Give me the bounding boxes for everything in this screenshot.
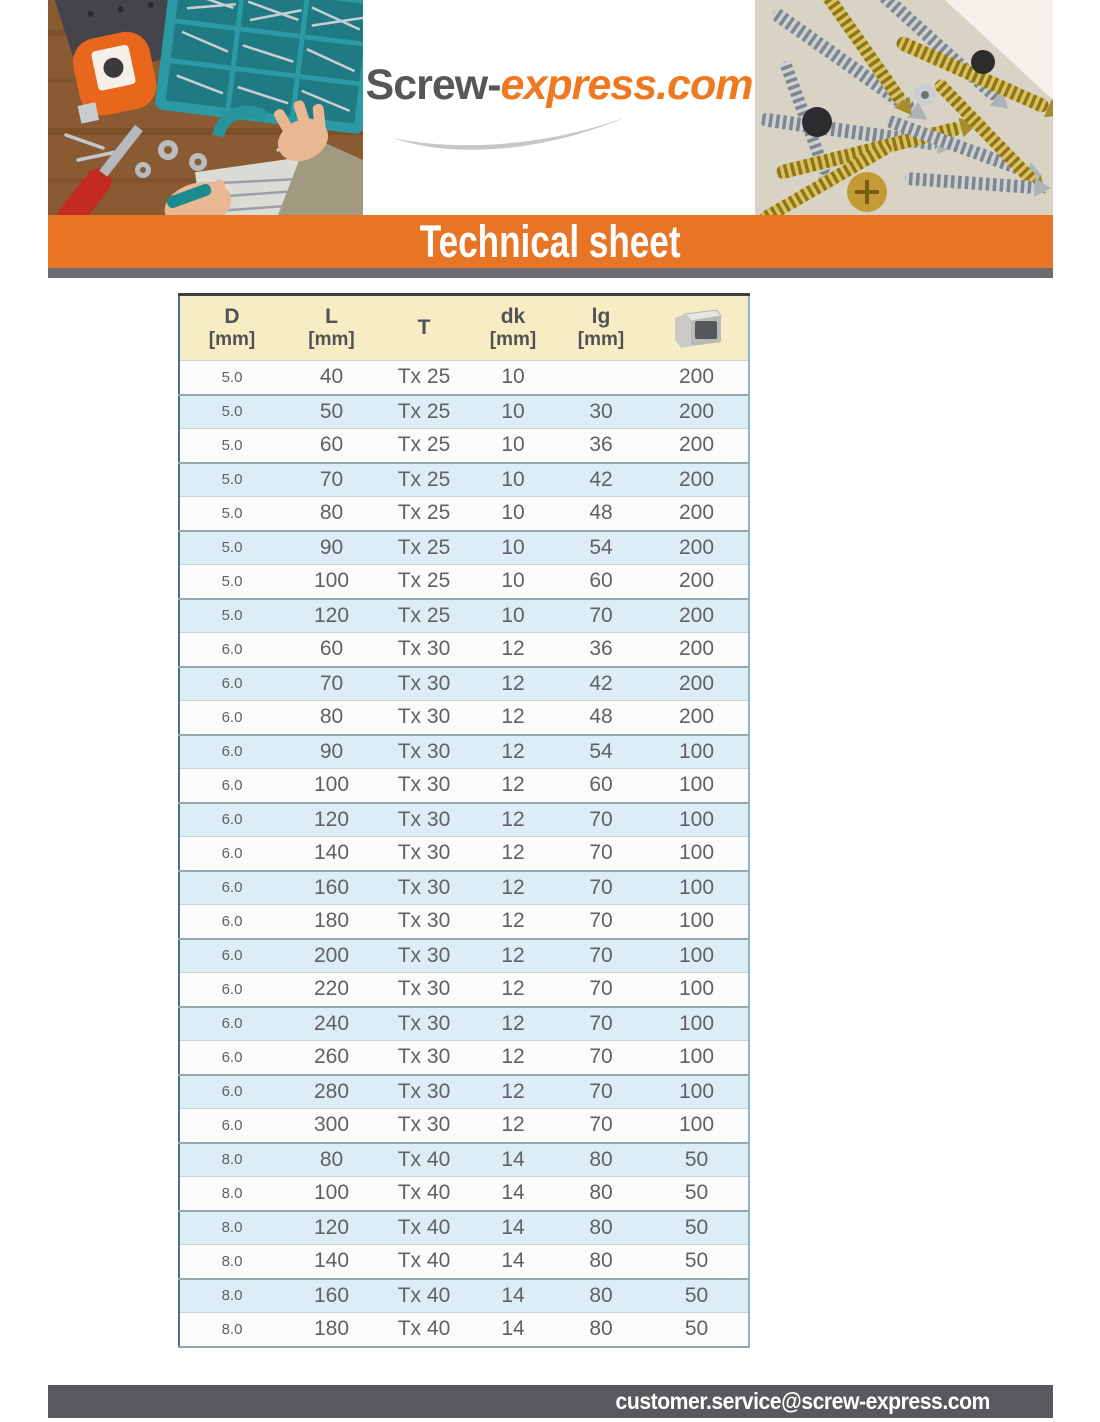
table-row [179, 429, 749, 463]
table-row [179, 599, 749, 633]
cell-l: 200 [284, 939, 379, 973]
cell-l: 100 [284, 769, 379, 803]
cell-dk: 12 [469, 973, 557, 1007]
column-header-dk: dk [mm] [469, 295, 557, 361]
cell-t: Tx 30 [379, 1109, 469, 1143]
cell-d: 6.0 [179, 1007, 284, 1041]
cell-l: 80 [284, 1143, 379, 1177]
cell-l: 80 [284, 701, 379, 735]
cell-d: 8.0 [179, 1279, 284, 1313]
logo [363, 0, 755, 215]
cell-dk: 14 [469, 1245, 557, 1279]
cell-t: Tx 30 [379, 803, 469, 837]
cell-dk: 10 [469, 463, 557, 497]
table-row [179, 1007, 749, 1041]
table-row [179, 1143, 749, 1177]
cell-qty: 200 [645, 361, 749, 395]
cell-l: 120 [284, 1211, 379, 1245]
cell-qty: 100 [645, 939, 749, 973]
cell-dk: 12 [469, 803, 557, 837]
cell-t: Tx 40 [379, 1245, 469, 1279]
header-banner [48, 0, 1053, 215]
table-row [179, 497, 749, 531]
table-row [179, 769, 749, 803]
cell-lg: 54 [557, 735, 645, 769]
cell-l: 100 [284, 565, 379, 599]
spec-table-wrap [178, 293, 748, 1348]
cell-dk: 12 [469, 1007, 557, 1041]
cell-lg: 36 [557, 429, 645, 463]
cell-qty: 50 [645, 1211, 749, 1245]
cell-dk: 12 [469, 701, 557, 735]
cell-lg: 70 [557, 939, 645, 973]
cell-qty: 50 [645, 1143, 749, 1177]
cell-dk: 12 [469, 769, 557, 803]
cell-lg: 48 [557, 701, 645, 735]
cell-d: 6.0 [179, 667, 284, 701]
spec-table [178, 293, 750, 1348]
cell-lg: 42 [557, 667, 645, 701]
table-row [179, 803, 749, 837]
cell-lg: 80 [557, 1313, 645, 1347]
workbench-photo-illustration [48, 0, 363, 215]
cell-lg: 48 [557, 497, 645, 531]
cell-l: 90 [284, 531, 379, 565]
cell-d: 5.0 [179, 565, 284, 599]
cell-dk: 12 [469, 1041, 557, 1075]
logo-swoosh-graphic [389, 112, 634, 154]
cell-d: 6.0 [179, 769, 284, 803]
cell-qty: 50 [645, 1279, 749, 1313]
cell-lg: 80 [557, 1177, 645, 1211]
cell-qty: 200 [645, 429, 749, 463]
cell-qty: 200 [645, 599, 749, 633]
table-header-row [179, 295, 749, 361]
cell-qty: 200 [645, 463, 749, 497]
cell-d: 5.0 [179, 497, 284, 531]
cell-d: 6.0 [179, 973, 284, 1007]
column-header-l: L [mm] [284, 295, 379, 361]
cell-l: 70 [284, 463, 379, 497]
table-row [179, 361, 749, 395]
table-row [179, 1279, 749, 1313]
cell-d: 6.0 [179, 1041, 284, 1075]
cell-dk: 14 [469, 1279, 557, 1313]
cell-t: Tx 25 [379, 565, 469, 599]
cell-lg: 70 [557, 1007, 645, 1041]
cell-l: 280 [284, 1075, 379, 1109]
cell-dk: 10 [469, 429, 557, 463]
cell-d: 5.0 [179, 361, 284, 395]
cell-l: 160 [284, 1279, 379, 1313]
customer-service-email: customer.service@screw-express.com [615, 1388, 990, 1414]
cell-d: 6.0 [179, 735, 284, 769]
cell-dk: 10 [469, 497, 557, 531]
cell-t: Tx 40 [379, 1211, 469, 1245]
cell-t: Tx 30 [379, 735, 469, 769]
table-row [179, 973, 749, 1007]
cell-dk: 12 [469, 735, 557, 769]
screw-pile-photo-illustration [755, 0, 1053, 215]
cell-l: 240 [284, 1007, 379, 1041]
table-row [179, 837, 749, 871]
table-row [179, 565, 749, 599]
cell-dk: 14 [469, 1313, 557, 1347]
technical-sheet-bar [48, 215, 1053, 268]
cell-d: 5.0 [179, 463, 284, 497]
cell-t: Tx 25 [379, 531, 469, 565]
cell-t: Tx 30 [379, 1007, 469, 1041]
cell-l: 120 [284, 599, 379, 633]
table-row [179, 395, 749, 429]
cell-d: 6.0 [179, 633, 284, 667]
cell-d: 6.0 [179, 1109, 284, 1143]
cell-d: 8.0 [179, 1177, 284, 1211]
cell-t: Tx 40 [379, 1143, 469, 1177]
cell-t: Tx 40 [379, 1177, 469, 1211]
screw-pile-photo [755, 0, 1053, 215]
cell-lg: 80 [557, 1143, 645, 1177]
cell-d: 8.0 [179, 1245, 284, 1279]
cell-d: 6.0 [179, 871, 284, 905]
cell-t: Tx 30 [379, 769, 469, 803]
cell-qty: 100 [645, 973, 749, 1007]
cell-dk: 12 [469, 633, 557, 667]
cell-qty: 100 [645, 1041, 749, 1075]
cell-lg: 60 [557, 769, 645, 803]
cell-lg: 80 [557, 1245, 645, 1279]
cell-dk: 14 [469, 1177, 557, 1211]
cell-lg: 70 [557, 599, 645, 633]
cell-l: 120 [284, 803, 379, 837]
cell-dk: 10 [469, 361, 557, 395]
cell-lg: 80 [557, 1211, 645, 1245]
cell-qty: 100 [645, 803, 749, 837]
cell-l: 140 [284, 1245, 379, 1279]
cell-l: 100 [284, 1177, 379, 1211]
cell-d: 5.0 [179, 531, 284, 565]
column-header-lg: lg [mm] [557, 295, 645, 361]
cell-d: 5.0 [179, 599, 284, 633]
box-icon [671, 319, 723, 336]
cell-t: Tx 30 [379, 973, 469, 1007]
cell-dk: 10 [469, 531, 557, 565]
cell-t: Tx 25 [379, 599, 469, 633]
cell-l: 300 [284, 1109, 379, 1143]
cell-d: 6.0 [179, 701, 284, 735]
cell-l: 60 [284, 429, 379, 463]
cell-l: 60 [284, 633, 379, 667]
logo-primary: Screw- [365, 61, 501, 109]
cell-d: 6.0 [179, 803, 284, 837]
cell-d: 6.0 [179, 837, 284, 871]
cell-dk: 14 [469, 1143, 557, 1177]
cell-qty: 100 [645, 735, 749, 769]
column-header-qty [645, 295, 749, 361]
cell-t: Tx 30 [379, 667, 469, 701]
workbench-photo [48, 0, 363, 215]
cell-t: Tx 30 [379, 905, 469, 939]
cell-l: 180 [284, 905, 379, 939]
cell-qty: 100 [645, 769, 749, 803]
cell-lg: 54 [557, 531, 645, 565]
cell-d: 8.0 [179, 1143, 284, 1177]
cell-qty: 100 [645, 1075, 749, 1109]
cell-l: 80 [284, 497, 379, 531]
cell-t: Tx 25 [379, 395, 469, 429]
page-title: Technical sheet [420, 216, 681, 267]
cell-l: 90 [284, 735, 379, 769]
cell-t: Tx 25 [379, 463, 469, 497]
cell-t: Tx 40 [379, 1279, 469, 1313]
cell-qty: 100 [645, 1007, 749, 1041]
column-header-d: D [mm] [179, 295, 284, 361]
table-row [179, 1075, 749, 1109]
cell-dk: 12 [469, 1109, 557, 1143]
table-row [179, 1245, 749, 1279]
table-row [179, 667, 749, 701]
cell-dk: 10 [469, 395, 557, 429]
cell-t: Tx 30 [379, 1075, 469, 1109]
divider-strip [48, 268, 1053, 278]
cell-lg: 80 [557, 1279, 645, 1313]
cell-lg: 30 [557, 395, 645, 429]
cell-qty: 100 [645, 905, 749, 939]
cell-d: 6.0 [179, 905, 284, 939]
table-row [179, 1211, 749, 1245]
footer-bar [48, 1385, 1053, 1418]
cell-dk: 12 [469, 871, 557, 905]
cell-lg: 70 [557, 1109, 645, 1143]
cell-dk: 12 [469, 837, 557, 871]
cell-lg [557, 361, 645, 395]
cell-l: 180 [284, 1313, 379, 1347]
column-header-t: T [379, 295, 469, 361]
table-row [179, 463, 749, 497]
table-row [179, 633, 749, 667]
cell-t: Tx 30 [379, 837, 469, 871]
cell-qty: 200 [645, 531, 749, 565]
table-row [179, 1041, 749, 1075]
cell-dk: 12 [469, 905, 557, 939]
cell-t: Tx 30 [379, 633, 469, 667]
table-row [179, 939, 749, 973]
cell-qty: 200 [645, 633, 749, 667]
cell-lg: 70 [557, 803, 645, 837]
table-row [179, 735, 749, 769]
table-row [179, 1313, 749, 1347]
cell-qty: 100 [645, 837, 749, 871]
cell-dk: 10 [469, 565, 557, 599]
cell-d: 5.0 [179, 395, 284, 429]
table-row [179, 905, 749, 939]
cell-t: Tx 25 [379, 497, 469, 531]
table-row [179, 531, 749, 565]
cell-l: 140 [284, 837, 379, 871]
cell-qty: 200 [645, 701, 749, 735]
cell-dk: 14 [469, 1211, 557, 1245]
table-row [179, 701, 749, 735]
cell-l: 50 [284, 395, 379, 429]
cell-l: 160 [284, 871, 379, 905]
cell-lg: 36 [557, 633, 645, 667]
cell-dk: 12 [469, 1075, 557, 1109]
cell-lg: 70 [557, 1075, 645, 1109]
cell-dk: 12 [469, 939, 557, 973]
cell-d: 5.0 [179, 429, 284, 463]
cell-qty: 50 [645, 1313, 749, 1347]
cell-qty: 100 [645, 871, 749, 905]
cell-t: Tx 25 [379, 429, 469, 463]
cell-lg: 60 [557, 565, 645, 599]
cell-d: 6.0 [179, 939, 284, 973]
cell-t: Tx 30 [379, 701, 469, 735]
cell-qty: 50 [645, 1177, 749, 1211]
table-row [179, 1177, 749, 1211]
cell-t: Tx 30 [379, 871, 469, 905]
cell-d: 8.0 [179, 1313, 284, 1347]
cell-lg: 70 [557, 973, 645, 1007]
cell-lg: 70 [557, 905, 645, 939]
cell-dk: 12 [469, 667, 557, 701]
cell-t: Tx 30 [379, 1041, 469, 1075]
logo-secondary: express.com [500, 61, 753, 109]
logo-text [366, 61, 753, 110]
cell-lg: 70 [557, 837, 645, 871]
cell-qty: 200 [645, 497, 749, 531]
cell-t: Tx 40 [379, 1313, 469, 1347]
cell-d: 8.0 [179, 1211, 284, 1245]
cell-l: 220 [284, 973, 379, 1007]
cell-t: Tx 25 [379, 361, 469, 395]
cell-l: 40 [284, 361, 379, 395]
cell-dk: 10 [469, 599, 557, 633]
cell-qty: 200 [645, 667, 749, 701]
cell-lg: 70 [557, 871, 645, 905]
cell-qty: 100 [645, 1109, 749, 1143]
cell-d: 6.0 [179, 1075, 284, 1109]
cell-lg: 42 [557, 463, 645, 497]
cell-l: 260 [284, 1041, 379, 1075]
table-row [179, 1109, 749, 1143]
table-row [179, 871, 749, 905]
cell-t: Tx 30 [379, 939, 469, 973]
cell-qty: 200 [645, 565, 749, 599]
cell-qty: 200 [645, 395, 749, 429]
cell-lg: 70 [557, 1041, 645, 1075]
cell-l: 70 [284, 667, 379, 701]
cell-qty: 50 [645, 1245, 749, 1279]
